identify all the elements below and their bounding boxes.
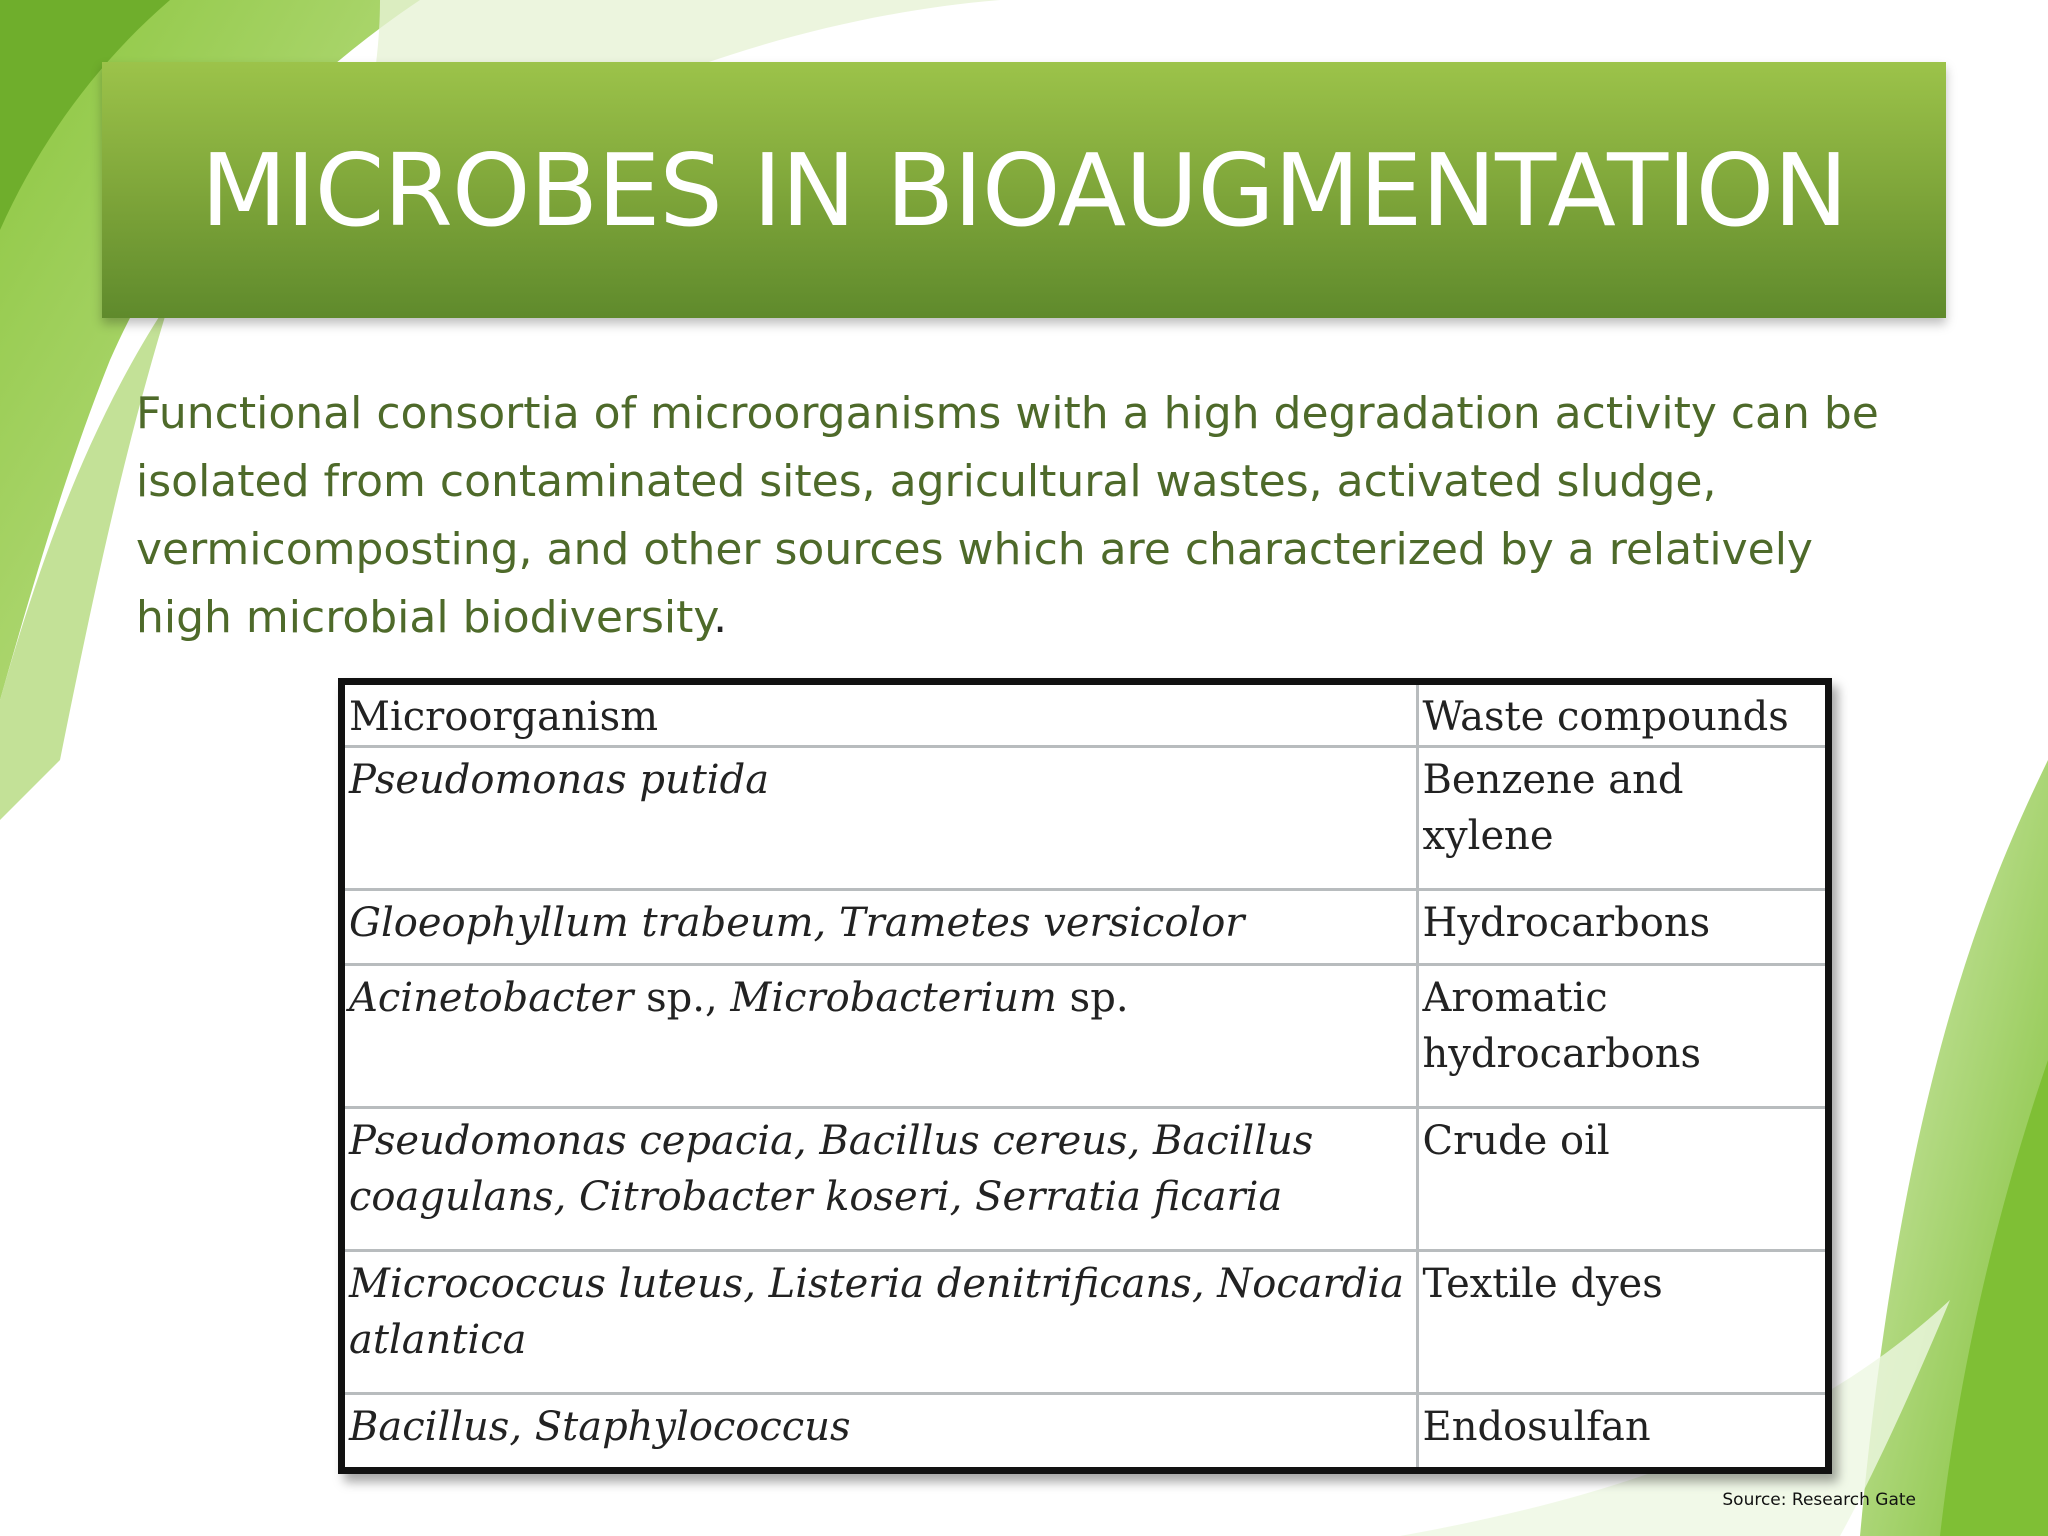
- organism-sp-2: sp.: [1056, 975, 1129, 1022]
- microbe-table: [338, 678, 1832, 1474]
- organism-acinetobacter: Acinetobacter: [349, 975, 634, 1022]
- table-row: [345, 965, 1825, 1108]
- cell-organism: Micrococcus luteus, Listeria denitrificans, Nocardia atlantica: [345, 1250, 1417, 1393]
- source-citation: Source: Research Gate: [1722, 1490, 1916, 1510]
- table-row: [345, 1250, 1825, 1393]
- cell-waste: Aromatic hydrocarbons: [1417, 965, 1825, 1108]
- cell-organism: Pseudomonas cepacia, Bacillus cereus, Bacillus coagulans, Citrobacter koseri, Serratia ficaria: [345, 1108, 1417, 1251]
- header-waste-compounds: Waste compounds: [1417, 685, 1825, 747]
- cell-organism: Pseudomonas putida: [345, 747, 1417, 890]
- table-row: [345, 747, 1825, 890]
- data-table: [345, 685, 1825, 1467]
- body-period: .: [713, 592, 728, 643]
- cell-waste: Endosulfan: [1417, 1393, 1825, 1467]
- cell-organism: [345, 965, 1417, 1108]
- organism-sp-1: sp.,: [633, 975, 731, 1022]
- cell-waste: Crude oil: [1417, 1108, 1825, 1251]
- cell-organism: Gloeophyllum trabeum, Trametes versicolor: [345, 889, 1417, 965]
- cell-organism: Bacillus, Staphylococcus: [345, 1393, 1417, 1467]
- table-row: [345, 889, 1825, 965]
- cell-waste: Textile dyes: [1417, 1250, 1825, 1393]
- table-row: [345, 1108, 1825, 1251]
- body-text: Functional consortia of microorganisms with a high degradation activity can be isolated from contaminated sites, agricultural wastes, activated sludge, vermicomposting, and other sources which are characterized by a relatively high microbial biodiversity: [136, 388, 1879, 643]
- body-paragraph: [136, 380, 1916, 652]
- header-microorganism: Microorganism: [345, 685, 1417, 747]
- title-banner: [102, 62, 1946, 318]
- cell-waste: Benzene and xylene: [1417, 747, 1825, 890]
- cell-waste: Hydrocarbons: [1417, 889, 1825, 965]
- table-row: [345, 1393, 1825, 1467]
- slide-title: MICROBES IN BIOAUGMENTATION: [200, 131, 1848, 249]
- organism-microbacterium: Microbacterium: [730, 975, 1057, 1022]
- table-header-row: [345, 685, 1825, 747]
